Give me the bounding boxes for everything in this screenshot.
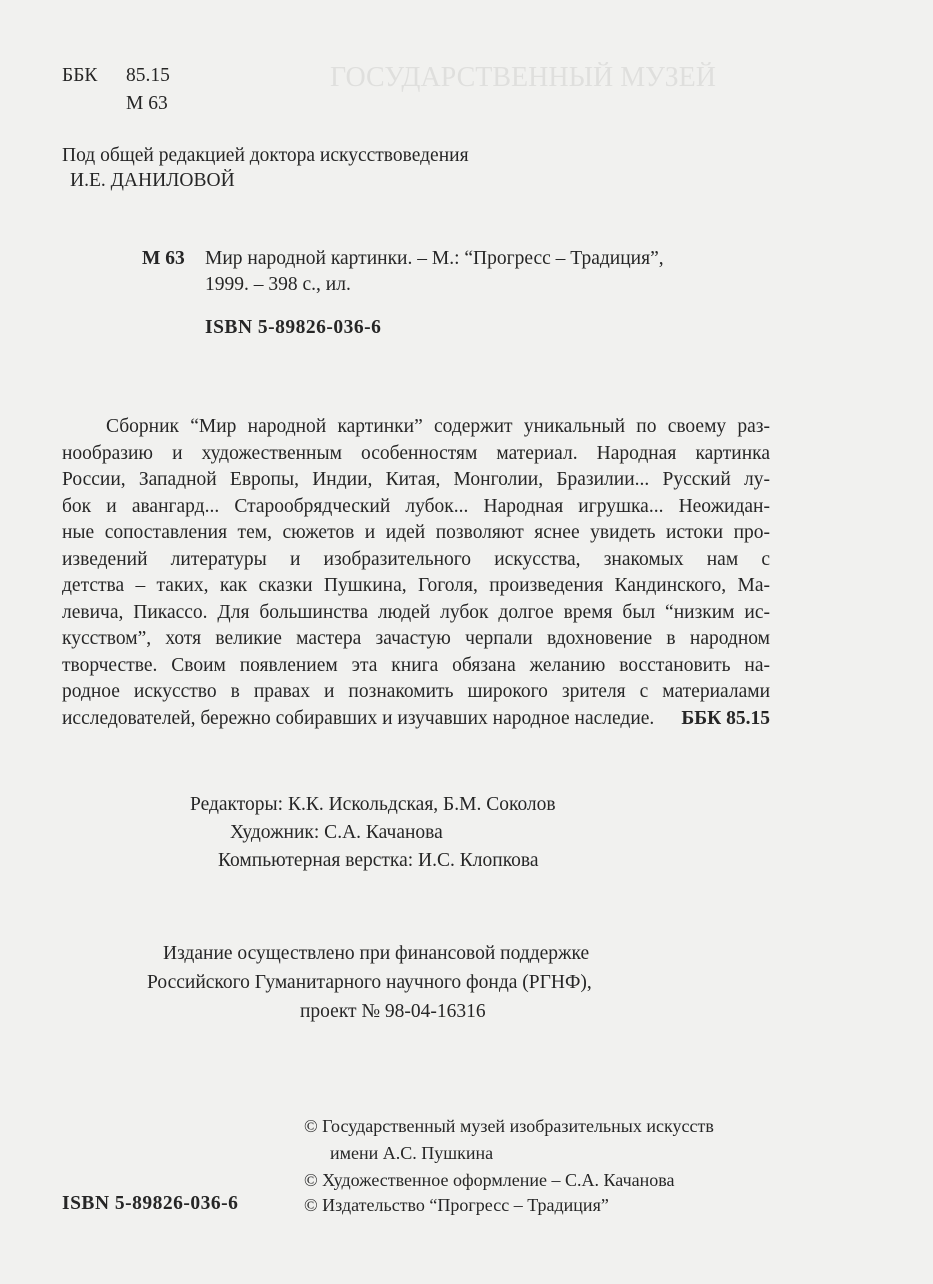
annotation-line: изведений литературы и изобразительного искусства, знакомых нам с: [62, 548, 770, 570]
catalog-details: 1999. – 398 с., ил.: [205, 274, 351, 295]
annotation-paragraph: [62, 414, 770, 732]
copyright-publisher: © Издательство “Прогресс – Традиция”: [304, 1195, 609, 1215]
annotation-line: России, Западной Европы, Индии, Китая, Монголии, Бразилии... Русский лу-: [62, 469, 770, 490]
catalog-mark: М 63: [142, 248, 185, 269]
copyright-museum: © Государственный музей изобразительных искусств: [304, 1116, 714, 1136]
bbk-code: 85.15: [126, 65, 170, 86]
bleed-through-text: ГОСУДАРСТВЕННЫЙ МУЗЕЙ: [330, 62, 716, 93]
annotation-line: исследователей, бережно собиравших и изучавших народное наследие.: [62, 707, 655, 729]
annotation-line: детства – таких, как сказки Пушкина, Гоголя, произведения Кандинского, Ма-: [62, 575, 770, 596]
bbk-label: ББК: [62, 65, 98, 86]
bottom-isbn: ISBN 5-89826-036-6: [62, 1193, 239, 1214]
annotation-line: бок и авангард... Старообрядческий лубок... Народная игрушка... Неожидан-: [62, 495, 770, 517]
annotation-line: творчестве. Своим появлением эта книга обязана желанию восстановить на-: [62, 654, 770, 676]
layout-credit: Компьютерная верстка: И.С. Клопкова: [218, 850, 539, 871]
editors-credit: Редакторы: К.К. Искольдская, Б.М. Соколов: [190, 794, 556, 815]
funding-line-1: Издание осуществлено при финансовой поддержке: [163, 943, 590, 964]
annotation-line: нообразию и художественным особенностям материал. Народная картинка: [62, 442, 770, 464]
copyright-museum-name: имени А.С. Пушкина: [330, 1143, 494, 1163]
catalog-title: Мир народной картинки. – М.: “Прогресс – Традиция”,: [205, 248, 664, 269]
annotation-line: родное искусство в правах и познакомить широкого зрителя с материалами: [62, 681, 770, 702]
annotation-line: Сборник “Мир народной картинки” содержит уникальный по своему раз-: [106, 416, 770, 437]
annotation-line: кусством”, хотя великие мастера зачастую черпали вдохновение в народном: [62, 628, 770, 649]
copyright-design: © Художественное оформление – С.А. Качанова: [304, 1170, 675, 1190]
general-editor-line: Под общей редакцией доктора искусствоведения: [62, 145, 469, 166]
annotation-line: ные сопоставления тем, сюжетов и идей позволяют яснее увидеть истоки про-: [62, 522, 770, 543]
author-mark: М 63: [126, 93, 168, 114]
catalog-isbn: ISBN 5-89826-036-6: [205, 317, 382, 338]
general-editor-name: И.Е. ДАНИЛОВОЙ: [70, 170, 235, 191]
annotation-bbk: ББК 85.15: [681, 708, 770, 729]
funding-project: проект № 98-04-16316: [300, 1001, 486, 1022]
annotation-line: левича, Пикассо. Для большинства людей лубок долгое время был “низким ис-: [62, 601, 770, 623]
artist-credit: Художник: С.А. Качанова: [230, 822, 443, 843]
funding-line-2: Российского Гуманитарного научного фонда (РГНФ),: [147, 972, 592, 993]
